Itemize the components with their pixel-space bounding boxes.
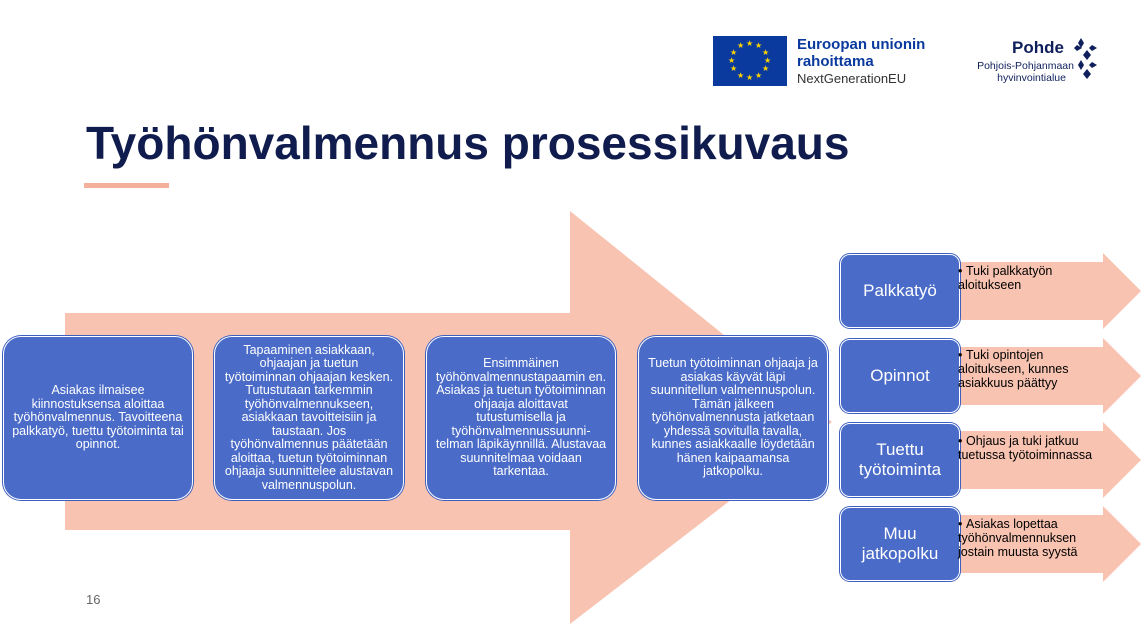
outcome-desc-text: Ohjaus ja tuki jatkuu tuetussa työtoiminnassa (958, 434, 1093, 462)
outcome-label: Muu jatkopolku (861, 524, 939, 563)
process-step-2 (214, 336, 404, 500)
outcome-tuettu-tyotoiminta (840, 423, 960, 497)
page-title: Työhönvalmennus prosessikuvaus (86, 117, 850, 169)
page-number: 16 (86, 592, 101, 607)
outcome-desc-4 (958, 517, 1108, 559)
bullet-icon: • (958, 348, 963, 362)
bullet-icon: • (958, 434, 963, 448)
step-text: Ensimmäinen työhönvalmennustapaamin en. Asiakas ja tuetun työtoiminnan ohjaaja aloittavat tutustumisella ja työhönvalmennussuunni-telman läpikäynnillä. Alustavaa suunnitelmaa voidaan tarkentaa. (435, 356, 607, 479)
pohde-logo-name: Pohde (1012, 38, 1064, 57)
outcome-label: Tuettu työtoiminta (858, 440, 942, 479)
process-step-4 (638, 336, 828, 500)
process-step-1 (3, 336, 193, 500)
outcome-label: Opinnot (870, 366, 930, 385)
outcome-desc-2 (958, 348, 1108, 390)
outcome-desc-text: Asiakas lopettaa työhönvalmennuksen jostain muusta syystä (958, 517, 1078, 559)
outcome-label: Palkkatyö (863, 281, 937, 300)
step-text: Tuetun työtoiminnan ohjaaja ja asiakas käyvät läpi suunnitellun valmennuspolun. Tämän jälkeen työhönvalmennusta jatketaan yhdessä sovitulla tavalla, kunnes asiakkaalle löydetään hänen kaipaamansa jatkopolku. (648, 356, 818, 479)
outcome-desc-text: Tuki opintojen aloitukseen, kunnes asiakkuus päättyy (958, 348, 1069, 390)
outcome-desc-3 (958, 434, 1108, 462)
outcome-opinnot (840, 339, 960, 413)
step-text: Tapaaminen asiakkaan, ohjaajan ja tuetun työtoiminnan ohjaajan kesken. Tutustutaan tarkemmin työhönvalmennukseen, asiakkaan tavoitteisiin ja taustaan. Jos työhönvalmennus päätetään aloittaa, tuetun työtoiminnan ohjaaja suunnittelee alustavan valmennuspolun. (224, 342, 394, 492)
outcome-desc-1 (958, 264, 1108, 292)
pohde-logo-sub2: hyvinvointialue (997, 72, 1066, 84)
pohde-logo-sub1: Pohjois-Pohjanmaan (977, 60, 1074, 72)
eu-funding-line3: NextGenerationEU (797, 71, 907, 86)
eu-funding-line1: Euroopan unionin (797, 36, 926, 53)
eu-funding-line2: rahoittama (797, 53, 874, 70)
outcome-palkkatyo (840, 254, 960, 328)
eu-flag-icon: ★ ★ ★ ★ ★ ★ ★ ★ ★ ★ ★ ★ (713, 36, 787, 86)
process-step-3 (426, 336, 616, 500)
outcome-muu-jatkopolku (840, 507, 960, 581)
outcome-desc-text: Tuki palkkatyön aloitukseen (958, 264, 1053, 292)
bullet-icon: • (958, 517, 963, 531)
step-text: Asiakas ilmaisee kiinnostuksensa aloittaa työhönvalmennus. Tavoitteena palkkatyö, tuettu työtoiminta tai opinnot. (12, 383, 184, 452)
bullet-icon: • (958, 264, 963, 278)
